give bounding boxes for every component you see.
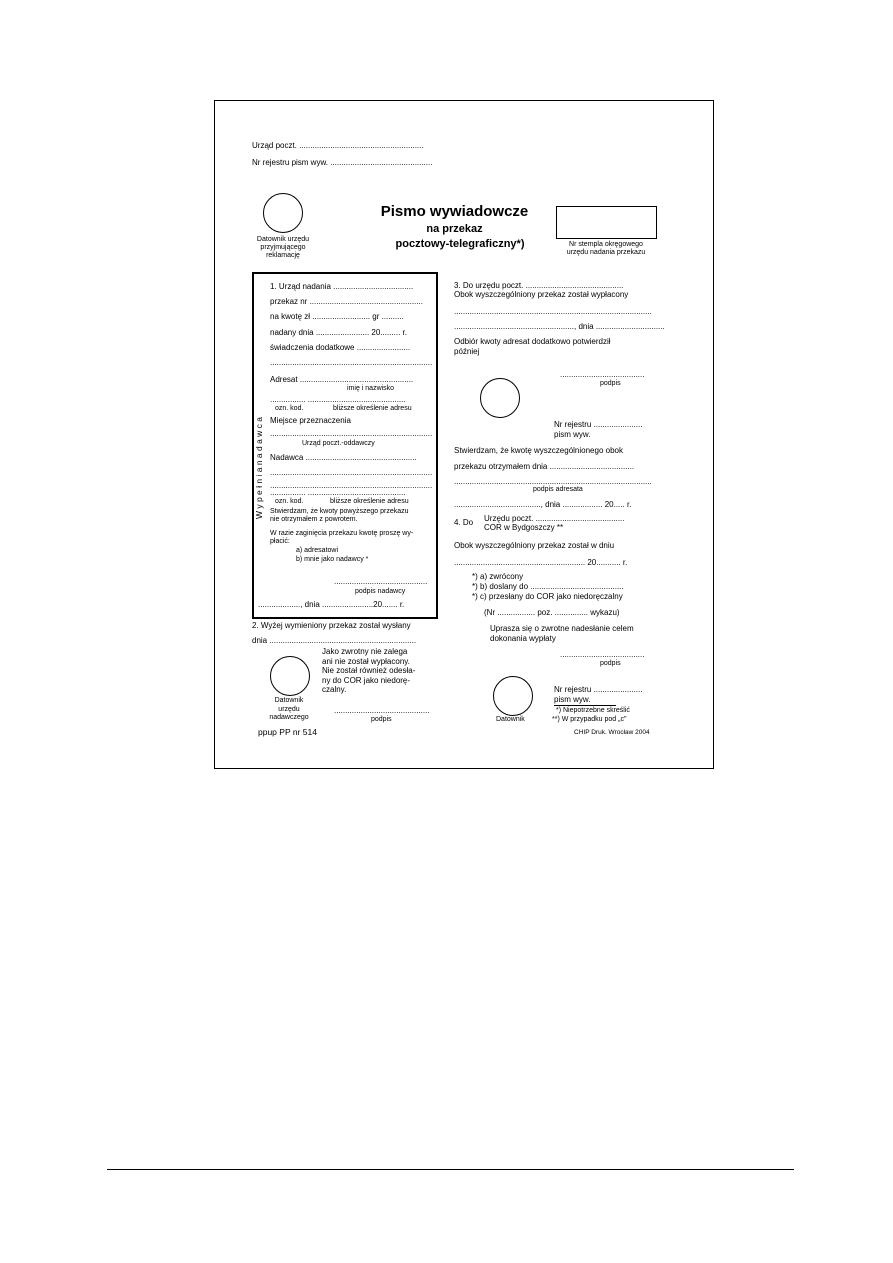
sender-dots-1: .........................................................................: [270, 468, 433, 477]
stamp-circle-left: [263, 193, 303, 233]
section3-confirm-dots: .........................................................................................: [454, 477, 652, 486]
section2-stamp-caption: Datownik urzędu nadawczego: [269, 697, 309, 721]
section4-signature-caption: podpis: [600, 660, 621, 667]
section3-line1: 3. Do urzędu poczt. ............................................: [454, 281, 624, 290]
loss-option-a: a) adresatowi: [296, 547, 339, 554]
stamp-circle-section3: [480, 378, 520, 418]
sender-postal-code-caption: ozn. kod.: [275, 498, 304, 505]
page-footer-rule: [107, 1169, 794, 1170]
section3-signature-caption: podpis: [600, 380, 621, 387]
section4-option-a: *) a) zwrócony: [472, 572, 524, 581]
sender-signature-dots: ..........................................: [334, 577, 428, 586]
section4-signature-dots: ......................................: [560, 650, 645, 659]
addressee-postal-dots: ................ ............................................: [270, 395, 406, 404]
printer-imprint: CHIP Druk. Wrocław 2004: [574, 729, 650, 736]
register-line: Nr rejestru pism wyw. ..............................................: [252, 158, 433, 167]
section4-option-b: *) b) doslany do ..........................................: [472, 582, 624, 591]
sender-vertical-label: W y p e ł n i a n a d a w c a: [254, 416, 264, 520]
sender-line-services: świadczenia dodatkowe ........................: [270, 343, 411, 352]
section4-register-1: Nr rejestru ......................: [554, 685, 643, 694]
sender-address-caption: bliższe określenie adresu: [330, 498, 409, 505]
section4-line4: ........................................................... 20........... r.: [454, 558, 628, 567]
sender-name-line: Nadawca ..................................................: [270, 453, 417, 462]
section3-confirm-1: Stwierdzam, że kwotę wyszczególnionego obok: [454, 446, 623, 455]
section4-label: 4. Do: [454, 518, 474, 527]
sender-line-amount: na kwotę zł .......................... gr ..........: [270, 312, 404, 321]
destination-dots: .........................................................................: [270, 429, 433, 438]
section2-note: Jako zwrotny nie zalega ani nie został wypłacony. Nie został również odesła- ny do COR jako niedorę- czalny.: [322, 647, 416, 694]
section3-date-line: ......................................., dnia .................. 20..... r.: [454, 500, 632, 509]
section3-confirm-2: przekazu otrzymałem dnia ......................................: [454, 462, 635, 471]
section3-register-1: Nr rejestru ......................: [554, 420, 643, 429]
section3-line6: później: [454, 347, 480, 356]
sender-statement: Stwierdzam, że kwoty powyższego przekazu nie otrzymałem z powrotem.: [270, 508, 409, 523]
section4-line1: Urzędu poczt. ........................................: [484, 514, 625, 523]
form-subtitle-1: na przekaz: [426, 223, 483, 235]
section4-request-1: Uprasza się o zwrotne nadesłanie celem: [490, 624, 634, 633]
stamp-circle-section4: [493, 676, 533, 716]
destination-label: Miejsce przeznaczenia: [270, 416, 351, 425]
sender-line-office: 1. Urząd nadania ....................................: [270, 282, 414, 291]
addressee-line: Adresat ...................................................: [270, 375, 414, 384]
section3-line5: Odbiór kwoty adresat dodatkowo potwierdził: [454, 337, 611, 346]
section3-line2: Obok wyszczególniony przekaz został wypłacony: [454, 290, 629, 299]
sender-date-line: ..................., dnia .......................20....... r.: [258, 600, 405, 609]
section4-register-2: pism wyw.: [554, 695, 591, 704]
section3-signature-dots: ......................................: [560, 370, 645, 379]
addressee-address-caption: bliższe określenie adresu: [333, 405, 412, 412]
post-office-line: Urząd poczt. ........................................................: [252, 141, 424, 150]
section3-register-2: pism wyw.: [554, 430, 591, 439]
section4-stamp-caption: Datownik: [496, 716, 525, 723]
section3-line4: ......................................................, dnia ...............................: [454, 322, 665, 331]
addressee-name-caption: imię i nazwisko: [347, 385, 395, 392]
destination-caption: Urząd poczt.-oddawczy: [302, 440, 375, 447]
sender-dots-2: .........................................................................: [270, 481, 433, 490]
section4-request-2: dokonania wypłaty: [490, 634, 556, 643]
section4-line3: Obok wyszczególniony przekaz został w dniu: [454, 541, 615, 550]
sender-signature-caption: podpis nadawcy: [355, 588, 406, 595]
section2-line2: dnia ..................................................................: [252, 636, 417, 645]
section4-option-c: *) c) przesłany do COR jako niedoręczalny: [472, 592, 623, 601]
section4-line2: COR w Bydgoszczy **: [484, 523, 564, 532]
sender-line-date: nadany dnia ........................ 20......... r.: [270, 328, 407, 337]
stamp-circle-section2: [270, 656, 310, 696]
section2-signature-dots: ...........................................: [334, 706, 430, 715]
section2-signature-caption: podpis: [371, 716, 392, 723]
section4-reference: (Nr ................. poz. ............... wykazu): [484, 608, 620, 617]
addressee-postal-code-caption: ozn. kod.: [275, 405, 304, 412]
form-subtitle-2: pocztowy-telegraficzny*): [395, 238, 525, 250]
section4-footnote-1: *) Niepotrzebne skreślić: [556, 707, 630, 714]
section4-footnote-2: **) W przypadku pod „c": [552, 716, 627, 723]
section3-line3: .........................................................................................: [454, 307, 652, 316]
section4-footnote-rule: [554, 705, 616, 706]
sender-line-services-dots: .........................................................................: [270, 358, 433, 367]
form-title: Pismo wywiadowcze: [380, 203, 529, 220]
sender-postal-dots: ................ ............................................: [270, 488, 406, 497]
section2-line1: 2. Wyżej wymieniony przekaz został wysłany: [252, 621, 411, 630]
stamp-left-caption: Datownik urzędu przyjmującego reklamację: [256, 236, 310, 259]
form-code: ppup PP nr 514: [258, 727, 317, 737]
loss-option-b: b) mnie jako nadawcy *: [296, 556, 369, 563]
sender-line-transfer-nr: przekaz nr ...................................................: [270, 297, 423, 306]
stamp-number-box: [556, 206, 657, 239]
stamp-right-caption: Nr stempla okręgowego urzędu nadania przekazu: [566, 241, 646, 256]
loss-instruction: W razie zaginięcia przekazu kwotę proszę wy- płacić:: [270, 530, 414, 545]
section3-confirm-caption: podpis adresata: [533, 486, 583, 493]
